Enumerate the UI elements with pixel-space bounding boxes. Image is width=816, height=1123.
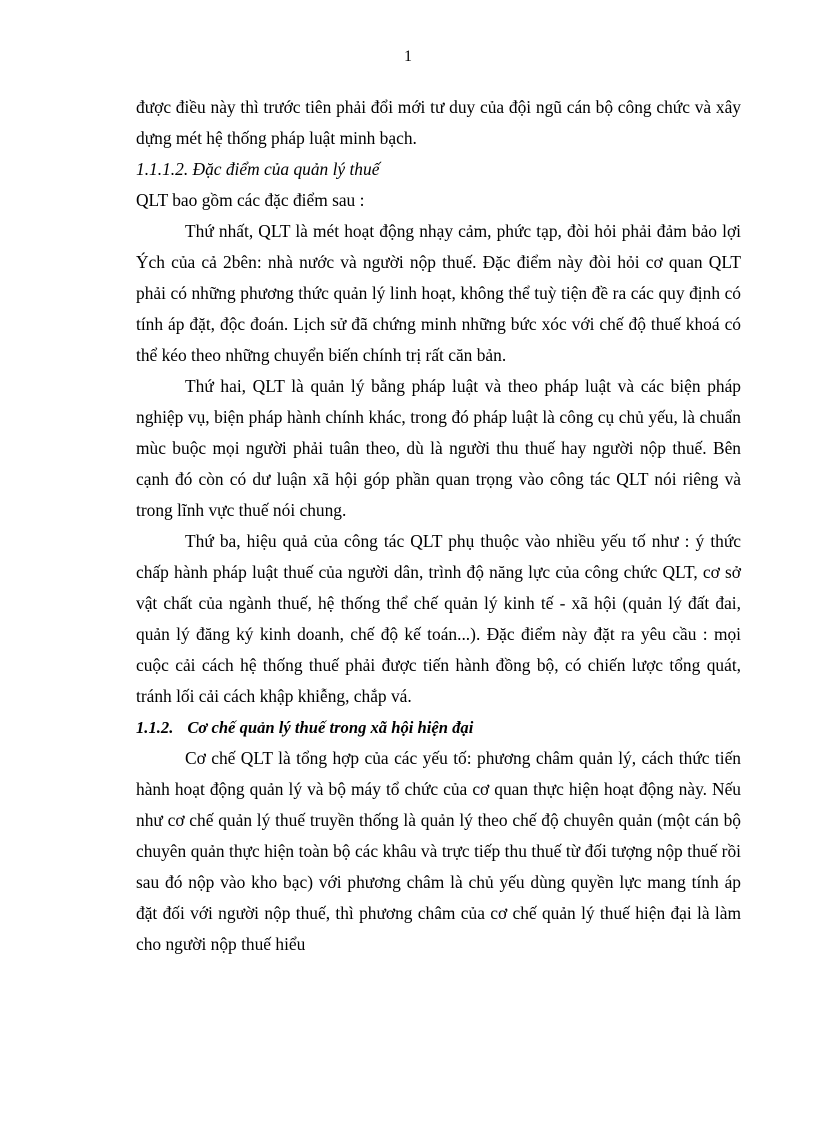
page-number: 1 bbox=[404, 48, 412, 65]
paragraph-third-feature: Thứ ba, hiệu quả của công tác QLT phụ thuộc vào nhiều yếu tố như : ý thức chấp hành pháp luật thuế của người dân, trình độ năng lực của công chức QLT, cơ sở vật chất của ngành thuế, hệ thống thể chế quản lý kinh tế - xã hội (quản lý đất đai, quản lý đăng ký kinh doanh, chế độ kế toán...). Đặc điểm này đặt ra yêu cầu : mọi cuộc cải cách hệ thống thuế phải được tiến hành đồng bộ, có chiến lược tổng quát, tránh lối cải cách khập khiễng, chắp vá. bbox=[136, 531, 741, 706]
section-number: 1.1.2. bbox=[136, 718, 174, 737]
section-title: Cơ chế quản lý thuế trong xã hội hiện đại bbox=[187, 718, 474, 737]
paragraph-second-feature: Thứ hai, QLT là quản lý bằng pháp luật và theo pháp luật và các biện pháp nghiệp vụ, biện pháp hành chính khác, trong đó pháp luật là công cụ chủ yếu, là chuẩn mùc buộc mọi người phải tuân theo, dù là người thu thuế hay người nộp thuế. Bên cạnh đó còn có dư luận xã hội góp phần quan trọng vào công tác QLT nói riêng và trong lĩnh vực thuế nói chung. bbox=[136, 376, 741, 520]
paragraph-first-feature: Thứ nhất, QLT là mét hoạt động nhạy cảm, phức tạp, đòi hỏi phải đảm bảo lợi Ých của cả 2bên: nhà nước và người nộp thuế. Đặc điểm này đòi hỏi cơ quan QLT phải có những phương thức quản lý linh hoạt, không thể tuỳ tiện đề ra các quy định có tính áp đặt, độc đoán. Lịch sử đã chứng minh những bức xóc với chế độ thuế khoá có thể kéo theo những chuyển biến chính trị rất căn bản. bbox=[136, 221, 741, 365]
section-heading-1-1-1-2: 1.1.1.2. Đặc điểm của quản lý thuế bbox=[136, 159, 380, 179]
paragraph-intro: QLT bao gồm các đặc điểm sau : bbox=[136, 190, 365, 210]
paragraph-continuation: được điều này thì trước tiên phải đổi mới tư duy của đội ngũ cán bộ công chức và xây dựng mét hệ thống pháp luật minh bạch. bbox=[136, 97, 741, 148]
page-body bbox=[136, 92, 741, 960]
paragraph-mechanism: Cơ chế QLT là tổng hợp của các yếu tố: phương châm quản lý, cách thức tiến hành hoạt động quản lý và bộ máy tổ chức của cơ quan thực hiện hoạt động này. Nếu như cơ chế quản lý thuế truyền thống là quản lý theo chế độ chuyên quản (một cán bộ chuyên quản thực hiện toàn bộ các khâu và trực tiếp thu thuế từ đối tượng nộp thuế rồi sau đó nộp vào kho bạc) với phương châm là chủ yếu dùng quyền lực mang tính áp đặt đối với người nộp thuế, thì phương châm của cơ chế quản lý thuế hiện đại là làm cho người nộp thuế hiểu bbox=[136, 748, 741, 954]
section-heading-1-1-2 bbox=[136, 712, 741, 743]
